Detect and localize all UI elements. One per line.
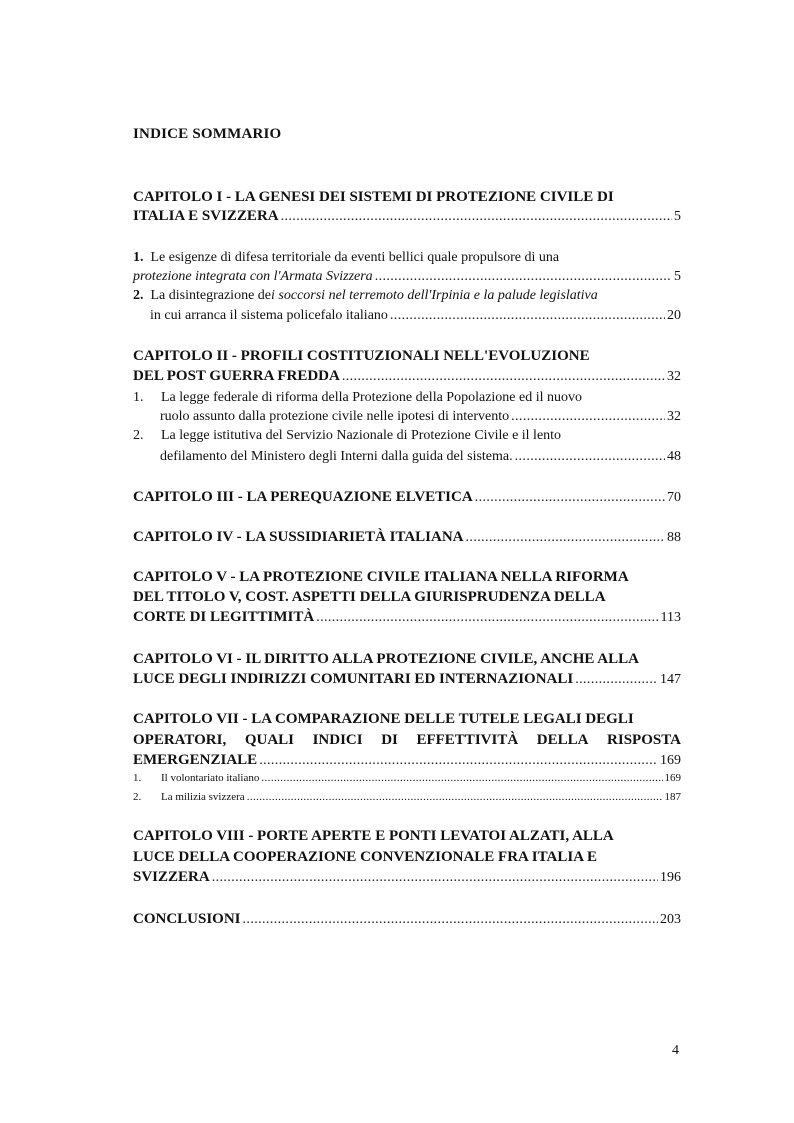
section-7-2-entry[interactable] xyxy=(133,792,681,803)
section-1-1-line-1: 1. Le esigenze di difesa territoriale da eventi bellici quale propulsore di una xyxy=(133,250,560,265)
dot-leader xyxy=(375,270,672,284)
section-2-2-line-1: 2. La legge istitutiva del Servizio Nazionale di Protezione Civile e il lento xyxy=(133,428,562,443)
page-number: 4 xyxy=(672,1043,679,1058)
chapter-6-entry[interactable] xyxy=(133,672,681,687)
chapter-3-entry[interactable] xyxy=(133,490,681,505)
section-7-1-page: 169 xyxy=(664,772,681,784)
dot-leader xyxy=(390,309,665,323)
chapter-2-page: 32 xyxy=(667,369,681,384)
chapter-8-line-2: LUCE DELLA COOPERAZIONE CONVENZIONALE FRA ITALIA E xyxy=(133,849,597,865)
chapter-1-line-2: ITALIA E SVIZZERA xyxy=(133,208,279,224)
dot-leader xyxy=(342,370,665,384)
dot-leader xyxy=(259,754,658,768)
section-7-1-entry[interactable] xyxy=(133,773,681,784)
section-1-1-entry[interactable] xyxy=(133,270,681,284)
section-1-1-page: 5 xyxy=(674,269,681,284)
chapter-7-line-3: EMERGENZIALE xyxy=(133,752,258,768)
section-2-1-page: 32 xyxy=(667,409,681,424)
section-1-2-line-1: 2. La disintegrazione dei soccorsi nel terremoto dell'Irpinia e la palude legislativa xyxy=(133,288,598,303)
section-2-2-page: 48 xyxy=(667,449,681,464)
chapter-3-page: 70 xyxy=(667,490,681,505)
conclusioni-entry[interactable] xyxy=(133,912,681,927)
chapter-5-line-3: CORTE DI LEGITTIMITÀ xyxy=(133,609,315,625)
dot-leader xyxy=(575,673,658,687)
toc-title: INDICE SOMMARIO xyxy=(133,126,282,142)
chapter-7-entry[interactable] xyxy=(133,753,681,768)
chapter-5-entry[interactable] xyxy=(133,610,681,625)
section-2-2-entry[interactable] xyxy=(160,450,681,464)
section-2-1-line-2: ruolo assunto dalla protezione civile nelle ipotesi di intervento xyxy=(160,409,510,424)
section-1-1-line-2: protezione integrata con l'Armata Svizzera xyxy=(133,269,373,284)
section-7-2-page: 187 xyxy=(664,791,681,803)
chapter-4-entry[interactable] xyxy=(133,530,681,545)
dot-leader xyxy=(247,792,663,803)
conclusioni-page: 203 xyxy=(660,912,681,927)
chapter-8-entry[interactable] xyxy=(133,870,681,885)
chapter-1-entry[interactable] xyxy=(133,209,681,224)
dot-leader xyxy=(466,531,665,545)
chapter-5-line-2: DEL TITOLO V, COST. ASPETTI DELLA GIURISPRUDENZA DELLA xyxy=(133,589,606,605)
chapter-8-page: 196 xyxy=(660,870,681,885)
section-7-1-title: Il volontariato italiano xyxy=(161,772,260,784)
chapter-5-line-1: CAPITOLO V - LA PROTEZIONE CIVILE ITALIANA NELLA RIFORMA xyxy=(133,569,629,585)
chapter-6-page: 147 xyxy=(660,672,681,687)
section-2-1-entry[interactable] xyxy=(160,410,681,424)
section-1-2-entry[interactable] xyxy=(150,309,681,323)
section-2-1-line-1: 1. La legge federale di riforma della Protezione della Popolazione ed il nuovo xyxy=(133,390,583,405)
dot-leader xyxy=(316,611,658,625)
chapter-6-line-2: LUCE DEGLI INDIRIZZI COMUNITARI ED INTERNAZIONALI xyxy=(133,671,574,687)
chapter-8-line-1: CAPITOLO VIII - PORTE APERTE E PONTI LEVATOI ALZATI, ALLA xyxy=(133,828,614,844)
dot-leader xyxy=(511,410,665,424)
section-7-2-title: La milizia svizzera xyxy=(161,791,245,803)
chapter-8-line-3: SVIZZERA xyxy=(133,869,210,885)
dot-leader xyxy=(515,450,665,464)
section-2-2-line-2: defilamento del Ministero degli Interni dalla guida del sistema. xyxy=(160,449,513,464)
chapter-2-line-2: DEL POST GUERRA FREDDA xyxy=(133,368,340,384)
chapter-4-page: 88 xyxy=(667,530,681,545)
chapter-2-line-1: CAPITOLO II - PROFILI COSTITUZIONALI NELL'EVOLUZIONE xyxy=(133,348,590,364)
dot-leader xyxy=(281,210,672,224)
dot-leader xyxy=(475,491,665,505)
chapter-6-line-1: CAPITOLO VI - IL DIRITTO ALLA PROTEZIONE CIVILE, ANCHE ALLA xyxy=(133,651,639,667)
conclusioni-title: CONCLUSIONI xyxy=(133,911,241,927)
chapter-1-page: 5 xyxy=(674,209,681,224)
dot-leader xyxy=(261,773,662,784)
chapter-5-page: 113 xyxy=(660,610,681,625)
section-1-2-line-2: in cui arranca il sistema policefalo italiano xyxy=(150,308,388,323)
section-1-2-page: 20 xyxy=(667,308,681,323)
chapter-7-page: 169 xyxy=(660,753,681,768)
chapter-1-line-1: CAPITOLO I - LA GENESI DEI SISTEMI DI PROTEZIONE CIVILE DI xyxy=(133,189,614,205)
dot-leader xyxy=(243,913,658,927)
section-7-1-num: 1. xyxy=(133,772,142,784)
chapter-7-line-2: OPERATORI, QUALI INDICI DI EFFETTIVITÀ DELLA RISPOSTA xyxy=(133,732,681,748)
dot-leader xyxy=(212,871,658,885)
chapter-2-entry[interactable] xyxy=(133,369,681,384)
chapter-7-line-1: CAPITOLO VII - LA COMPARAZIONE DELLE TUTELE LEGALI DEGLI xyxy=(133,711,634,727)
section-7-2-num: 2. xyxy=(133,791,142,803)
chapter-3-title: CAPITOLO III - LA PEREQUAZIONE ELVETICA xyxy=(133,489,473,505)
chapter-4-title: CAPITOLO IV - LA SUSSIDIARIETÀ ITALIANA xyxy=(133,529,464,545)
